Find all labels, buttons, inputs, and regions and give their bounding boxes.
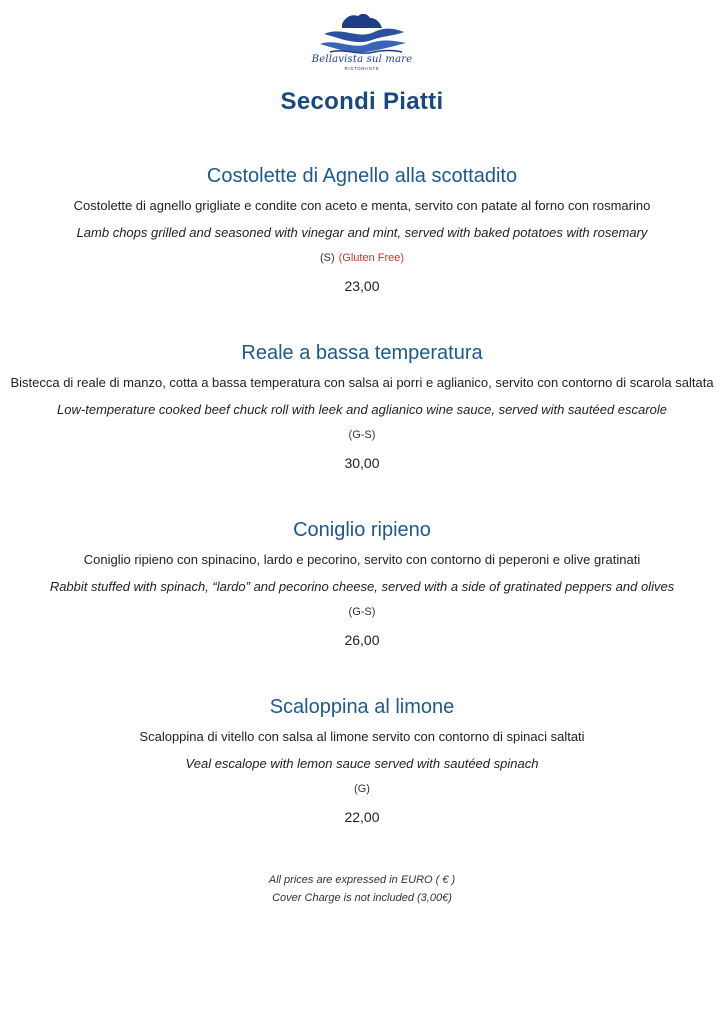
wave-logo-icon — [314, 10, 410, 58]
dish-description-it: Coniglio ripieno con spinacino, lardo e pecorino, servito con contorno di peperoni e olive gratinati — [83, 552, 641, 567]
dish-item — [0, 340, 724, 472]
dish-allergens: (G) — [354, 783, 370, 795]
dish-name: Reale a bassa temperatura — [241, 342, 483, 364]
restaurant-logo — [0, 10, 724, 71]
dish-description-en: Lamb chops grilled and seasoned with vinegar and mint, served with baked potatoes with rosemary — [76, 225, 648, 240]
dish-price: 26,00 — [344, 632, 380, 648]
dish-description-en: Rabbit stuffed with spinach, “lardo” and pecorino cheese, served with a side of gratinated peppers and olives — [49, 579, 675, 594]
dish-item — [0, 694, 724, 826]
dish-item — [0, 163, 724, 295]
dish-allergens — [0, 251, 724, 265]
dish-description-en: Veal escalope with lemon sauce served with sautéed spinach — [185, 756, 539, 771]
allergen-codes: (S) — [319, 252, 335, 264]
dish-item — [0, 517, 724, 649]
brand-subtitle: RISTORANTE — [344, 66, 380, 71]
brand-name: Bellavista sul mare — [311, 54, 413, 65]
dish-allergens: (G-S) — [348, 429, 376, 441]
dish-price: 30,00 — [344, 455, 380, 471]
gluten-free-badge: (Gluten Free) — [338, 252, 405, 264]
dish-name: Costolette di Agnello alla scottadito — [206, 165, 518, 187]
dish-description-en: Low-temperature cooked beef chuck roll with leek and aglianico wine sauce, served with sautéed escarole — [57, 402, 667, 417]
dish-price: 23,00 — [344, 278, 380, 294]
dish-allergens: (G-S) — [348, 606, 376, 618]
dish-description-it: Scaloppina di vitello con salsa al limone servito con contorno di spinaci saltati — [139, 729, 585, 744]
dish-description-it: Bistecca di reale di manzo, cotta a bassa temperatura con salsa ai porri e aglianico, servito con contorno di scarola saltata — [10, 375, 714, 390]
dish-name: Scaloppina al limone — [269, 696, 455, 718]
dish-description-it: Costolette di agnello grigliate e condite con aceto e menta, servito con patate al forno con rosmarino — [73, 198, 651, 213]
dish-price: 22,00 — [344, 809, 380, 825]
price-footnote — [0, 871, 724, 907]
currency-note: All prices are expressed in EURO ( € ) — [268, 874, 456, 886]
cover-charge-note: Cover Charge is not included (3,00€) — [272, 892, 452, 904]
page-title: Secondi Piatti — [280, 88, 444, 115]
dish-name: Coniglio ripieno — [293, 519, 431, 541]
